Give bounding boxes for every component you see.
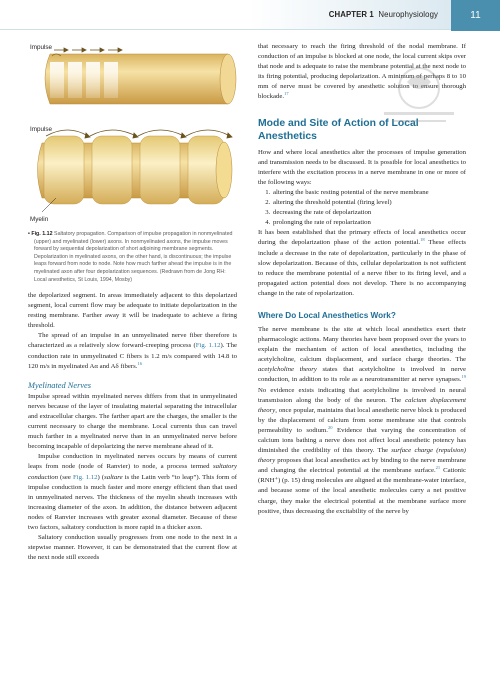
list-item: 1. altering the basic resting potential of the nerve membrane bbox=[272, 188, 466, 198]
left-paragraph-5: Saltatory conduction usually progresses from one node to the next in a stepwise manner. However, it can be demonstrated that the current flow at the next node still exceeds bbox=[28, 534, 237, 562]
list-item: 3. decreasing the rate of depolarization bbox=[272, 208, 466, 218]
unmyelinated-axon bbox=[45, 48, 236, 104]
list-item: 2. altering the threshold potential (firing level) bbox=[272, 198, 466, 208]
heading-mode-and-site: Mode and Site of Action of Local Anesthetics bbox=[258, 117, 419, 142]
right-paragraph-4: The nerve membrane is the site at which local anesthetics exert their pharmacologic actions. Many theories have been proposed over the years to explain the mechanism of action of local anesthetics, including the acetylcholine, calcium displacement, and surface charge theories. The acetylcholine theory states that acetylcholine is involved in nerve conduction, in addition to its role as a neurotransmitter at nerve synapses.$^{19}$ No evidence exists indicating that acetylcholine is involved in neural transmission along the body of the neuron. The calcium displacement theory, once popular, maintains that local anesthetic nerve block is produced by the displacement of calcium from some membrane site that controls permeability to sodium.$^{20}$ Evidence that varying the concentration of calcium ions bathing a nerve does not affect local anesthetic potency has diminished the credibility of this theory. The surface charge (repulsion) theory proposes that local anesthetics act by binding to the nerve membrane and changing the electrical potential at the membrane surface.$^{21}$ Cationic (RNH⁺) (p. 15) drug molecules are aligned at the membrane-water interface, and because some of the local anesthetic molecules carry a net positive charge, they make the electrical potential at the membrane surface more positive, thus decreasing the excitability of the nerve by bbox=[258, 325, 467, 515]
figure-saltatory-propagation bbox=[28, 40, 237, 285]
reference-link[interactable]: 21 bbox=[435, 465, 441, 471]
figure-link[interactable]: Fig. 1.12 bbox=[195, 342, 221, 350]
watermark-logo bbox=[374, 60, 464, 135]
list-item: 4. prolonging the rate of repolarization bbox=[272, 218, 466, 228]
label-impulse-top: Impulse bbox=[30, 44, 53, 51]
caption-text: Saltatory propagation. Comparison of impulse propagation in nonmyelinated (upper) and myelinated (lower) axons. In nonmyelinated axons, the impulse moves forward by sequential depolarization of short adjoining membrane segments. Depolarization in myelinated axons, on the other hand, is discontinuous; the impulse leaps forward from node to node. Note how much farther ahead the impulse is in the myelinated axon after four depolarization sequences. (Redrawn from de Jong RH: Local anesthetics, St Louis, 1994, Mosby) bbox=[34, 231, 233, 283]
effects-list bbox=[258, 188, 466, 228]
right-paragraph-1: that necessary to reach the firing threshold of the nodal membrane. If conduction of an impulse is blocked at one node, the local current skips over that node and is adequate to raise the membrane potential at the next node to its firing potential, producing depolarization. A minimum of perhaps 8 to 10 mm of nerve must be covered by anesthetic solution to ensure thorough blockade.$^{17}$ bbox=[258, 43, 466, 101]
label-myelin: Myelin bbox=[30, 216, 49, 223]
reference-link[interactable]: 17 bbox=[284, 91, 289, 97]
heading-where-do-local-anesthetics-work: Where Do Local Anesthetics Work? bbox=[258, 310, 396, 320]
impulse-arrows-top bbox=[54, 48, 122, 52]
heading-myelinated-nerves: Myelinated Nerves bbox=[28, 380, 92, 390]
page-number: 11 bbox=[451, 0, 500, 31]
figure-caption bbox=[28, 231, 237, 284]
label-impulse-bottom: Impulse bbox=[30, 126, 53, 133]
axon-illustration bbox=[28, 40, 237, 226]
right-paragraph-3: It has been established that the primary effects of local anesthetics occur during the depolarization phase of the action potential.$^{18}$ These effects include a decrease in the rate of depolarization, particularly in the phase of slow depolarization. Because of this, cellular depolarization is not sufficient to reduce the membrane potential of a nerve fiber to its firing level, and a propagated action potential does not develop. There is no accompanying change in the rate of repolarization. bbox=[258, 229, 467, 297]
caption-figure-number: Fig. 1.12 bbox=[31, 231, 53, 237]
reference-link[interactable]: 20 bbox=[327, 424, 333, 430]
reference-link[interactable]: 18 bbox=[420, 237, 425, 243]
reference-link[interactable]: 19 bbox=[461, 374, 466, 380]
chapter-number: CHAPTER 1 bbox=[328, 10, 374, 19]
right-paragraph-2: How and where local anesthetics alter the processes of impulse generation and transmission needs to be discussed. It is possible for local anesthetics to interfere with the excitation process in a nerve membrane in one or more of the following ways: bbox=[258, 148, 466, 186]
chapter-title: Neurophysiology bbox=[378, 10, 438, 19]
myelinated-axon bbox=[38, 130, 233, 212]
left-paragraph-2: The spread of an impulse in an unmyelinated nerve fiber therefore is characterized as a relatively slow forward-creeping process (Fig. 1.12). The conduction rate in unmyelinated C fibers is 1.2 m/s compared with 14.8 to 120 m/s in myelinated Aα and Aδ fibers.$^{16}$ bbox=[28, 332, 237, 370]
left-paragraph-4: Impulse conduction in myelinated nerves occurs by means of current leaps from node (node of Ranvier) to node, a process termed saltatory conduction (see Fig. 1.12) (saltare is the Latin verb “to leap”). This form of impulse conduction is much faster and more energy efficient than that used in unmyelinated nerves. The thickness of the myelin sheath increases with increasing diameter of the axon. In addition, the distance between adjacent nodes of Ranvier increases with greater axonal diameter. Because of these two factors, saltatory conduction is more rapid in a thicker axon. bbox=[28, 453, 238, 531]
reference-link[interactable]: 16 bbox=[137, 360, 142, 366]
left-paragraph-1: the depolarized segment. In areas immediately adjacent to this depolarized segment, local current flow may be adequate to initiate depolarization in the resting membrane. Farther away it will be inadequate to achieve a firing threshold. bbox=[28, 292, 237, 330]
left-paragraph-3: Impulse spread within myelinated nerves differs from that in unmyelinated nerves because of the layer of insulating material separating the intracellular and extracellular charges. The farther apart are the charges, the smaller is the current necessary to charge the membrane. Local currents thus can travel much farther in a myelinated nerve than in an unmyelinated nerve before becoming incapable of depolarizing the nerve membrane ahead of it. bbox=[28, 392, 237, 451]
left-column bbox=[28, 40, 237, 563]
caption-bullet: • bbox=[28, 231, 30, 237]
figure-link[interactable]: Fig. 1.12 bbox=[72, 473, 98, 481]
running-head bbox=[329, 10, 438, 19]
